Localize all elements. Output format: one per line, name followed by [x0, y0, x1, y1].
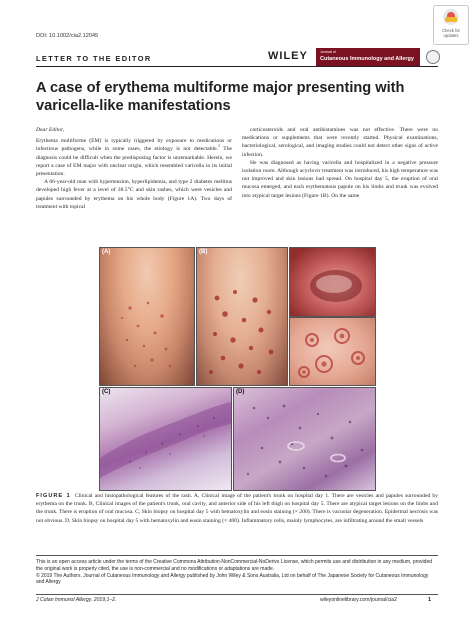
doi-text: DOI: 10.1002/cia2.12045 — [36, 33, 99, 39]
histology-dermis-d — [234, 388, 375, 490]
society-seal-icon — [426, 50, 440, 64]
figure-panel-a-trunk-photo — [99, 247, 195, 386]
reference-link-1[interactable]: 1 — [218, 143, 220, 149]
journal-banner-small: Journal of — [320, 50, 336, 54]
publisher-logo: WILEY — [268, 50, 308, 62]
panel-label-c: (C) — [102, 389, 111, 395]
paragraph-4: He was diagnosed as having varicella and hospitalized in a negative pressure isolation room. Although acyclovir treatment was introduced, his high temperature was not improved and skin lesions had spread. On hospital day 5, the eruption of oral mucosa emerged, and each erythematous papule on his limbs and trunk was evolved into atypical target lesions (Figure 1B). On the same — [242, 159, 438, 199]
license-notice — [36, 559, 438, 586]
header-divider — [36, 66, 438, 67]
paragraph-1-part-b: The diagnosis could be difficult when the predisposing factor is unremarkable. Herein, we report a case of EM major with unclear origin, which resembled varicella in its initial presentation. — [36, 146, 232, 178]
check-badge-line1: Check for — [442, 28, 460, 33]
thigh-target-lesions — [290, 318, 375, 385]
check-for-updates-icon — [443, 9, 459, 25]
section-label: LETTER TO THE EDITOR — [36, 54, 152, 63]
figure-panel-b-trunk-photo — [196, 247, 288, 386]
license-line-1: This is an open access article under the terms of the Creative Commons Attribution-NonCommercial-NoDerivs License, which permits use and distribution in any medium, provided the original work is properly cited, the use is non-commercial and no modifications or adaptations are made. — [36, 559, 433, 572]
trunk-lesions-a — [100, 248, 194, 385]
panel-label-d: (D) — [236, 389, 245, 395]
page-number: 1 — [428, 597, 432, 603]
oral-mucosa-erosions — [290, 248, 375, 316]
figure-caption-label: FIGURE 1 — [36, 493, 71, 499]
body-column-left — [36, 126, 232, 211]
panel-label-a: (A) — [102, 249, 111, 255]
figure-panel-b-thigh-photo — [289, 317, 376, 386]
figure-panel-b-oral-cavity-photo — [289, 247, 376, 317]
paragraph-3: corticosteroids and oral antihistamines was not effective. There were no medications or supplements that were recently started. Physical examinations, bacteriological, serological, and imaging studies could not detect other signs of active infection. — [242, 127, 438, 158]
salutation: Dear Editor, — [36, 127, 64, 133]
panel-label-b: (B) — [199, 249, 208, 255]
figure-panel-c-histology-x200 — [99, 387, 232, 491]
figure-caption-text: Clinical and histopathological features of the rash. A, Clinical image of the patient's trunk on hospital day 1. There are vesicles and papules surrounded by erythema on the trunk. B, Clinical images of the patient's trunk, oral cavity, and anterior side of his left thigh on hospital day 5. There are atypical target lesions on the limbs and the trunk. There is eruption of oral mucosa. C, Skin biopsy on hospital day 5 with hematoxylin and eosin staining (× 200). There is vacuolar degeneration. Epidermal necrosis was not obvious. D, Skin biopsy on hospital day 5 with hematoxylin and eosin staining (× 400). Inflammatory cells, mainly lymphocytes, are infiltrating around the small vessels — [36, 493, 438, 524]
footnote-divider — [36, 555, 438, 556]
footer-divider — [36, 594, 438, 595]
trunk-lesions-b — [197, 248, 287, 385]
paragraph-1 — [36, 137, 232, 178]
check-badge-line2: updates — [443, 33, 459, 38]
journal-banner — [316, 48, 420, 66]
histology-epidermis-c — [100, 388, 231, 490]
journal-citation: J Cutan Immunol Allergy. 2019;1–2. — [36, 597, 117, 603]
figure-panel-d-histology-x400 — [233, 387, 376, 491]
journal-banner-title: Cutaneous Immunology and Allergy — [320, 56, 414, 62]
figure-caption — [36, 492, 438, 525]
article-title: A case of erythema multiforme major presenting with varicella-like manifestations — [36, 80, 405, 114]
body-column-right — [242, 126, 438, 200]
paragraph-2: A 66-year-old man with hypertension, hyperlipidemia, and type 2 diabetes mellitus developed high fever at a level of 38.5°C and skin rashes, which were vesicles and papules surrounded by erythema on his whole body (Figure 1A). Two days of treatment with topical — [36, 179, 232, 210]
check-for-updates-badge[interactable] — [433, 5, 469, 45]
paragraph-1-part-a: Erythema multiforme (EM) is typically triggered by exposure to medications or infectious pathogens, while in some cases, the etiology is not detectable. — [36, 138, 232, 153]
journal-url-link[interactable]: wileyonlinelibrary.com/journal/cia2 — [320, 597, 397, 603]
license-line-2: © 2019 The Authors. Journal of Cutaneous Immunology and Allergy published by John Wiley & Sons Australia, Ltd on behalf of The Japanese Society for Cutaneous Immunology and Allergy — [36, 572, 429, 586]
